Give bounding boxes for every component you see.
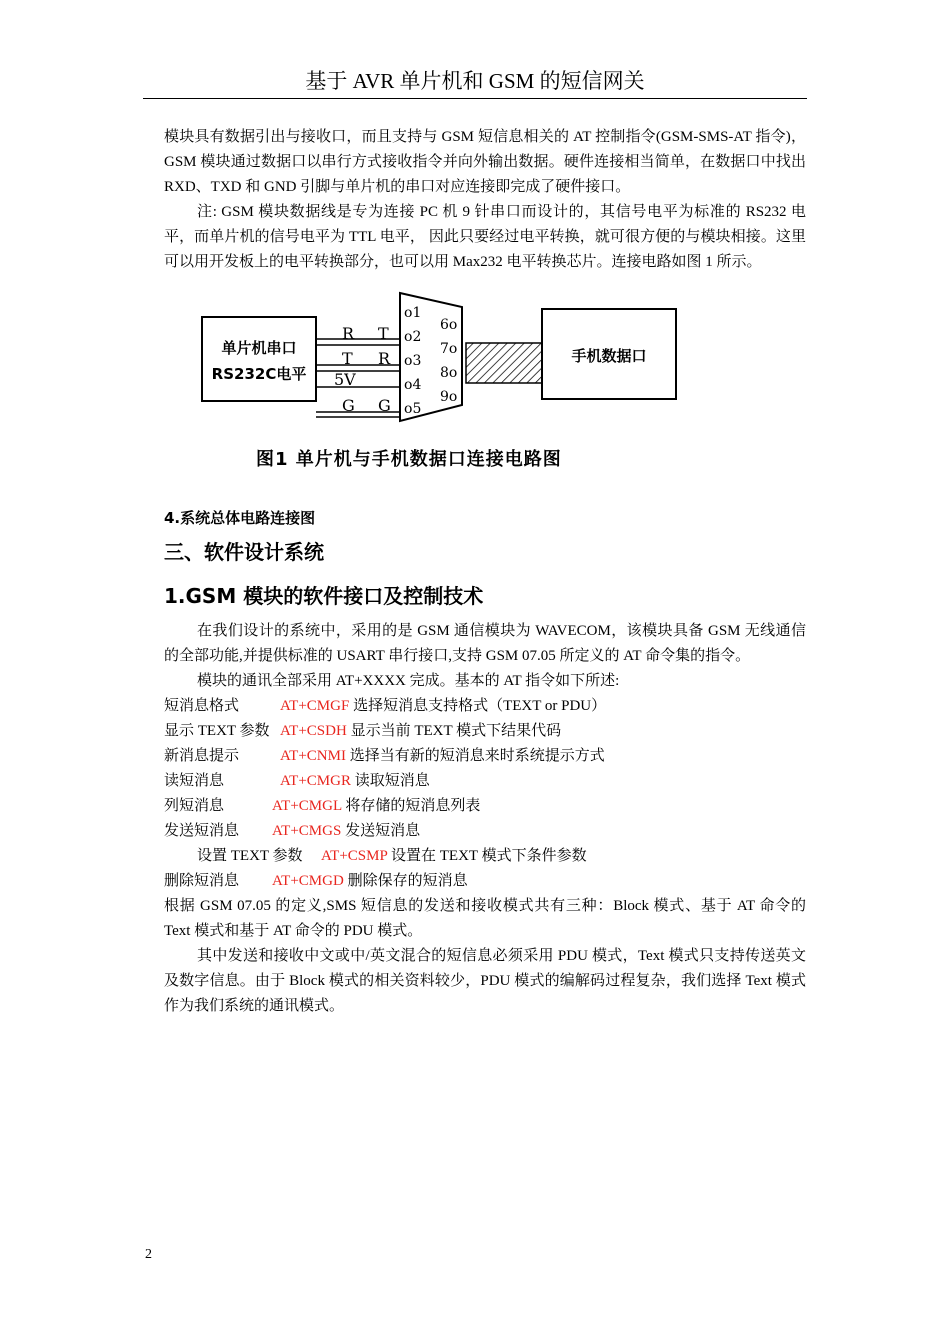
paragraph-3: 在我们设计的系统中，采用的是 GSM 通信模块为 WAVECOM，该模块具备 GSM 无线通信的全部功能,并提供标准的 USART 串行接口,支持 GSM 07.05 所定义的 AT 命令集的指令。 xyxy=(164,623,806,664)
paragraph-2: 注: GSM 模块数据线是专为连接 PC 机 9 针串口而设计的，其信号电平为标准的 RS232 电平，而单片机的信号电平为 TTL 电平， 因此只要经过电平转换，就可很方便的与模块相接。这里可以用开发板上的电平转换部分，也可以用 Max232 电平转换芯片。连接电路如图 1 所示。 xyxy=(164,204,806,270)
paragraph-6: 其中发送和接收中文或中/英文混合的短信息必须采用 PDU 模式，Text 模式只支持传送英文及数字信息。由于 Block 模式的相关资料较少，PDU 模式的编解码过程复杂，我们选择 Text 模式作为我们系统的通讯模式。 xyxy=(164,948,806,1014)
wire-label-r-right: R xyxy=(378,349,391,368)
phone-label: 手机数据口 xyxy=(571,347,647,365)
paragraph-5: 根据 GSM 07.05 的定义,SMS 短信息的发送和接收模式共有三种：Block 模式、基于 AT 命令的 Text 模式和基于 AT 命令的 PDU 模式。 xyxy=(164,898,806,939)
pin-9: 9o xyxy=(440,389,458,405)
pin-2: o2 xyxy=(404,329,422,345)
pin-3: o3 xyxy=(404,353,422,369)
command-row: 列短消息 AT+CMGL 将存储的短消息列表 xyxy=(164,798,481,814)
wire-label-g-left: G xyxy=(342,396,355,415)
at-command-list xyxy=(164,694,806,894)
wire-label-r-left: R xyxy=(342,324,355,343)
figure-1 xyxy=(164,287,806,497)
command-row: 短消息格式 AT+CMGF 选择短消息支持格式（TEXT or PDU） xyxy=(164,698,607,714)
wire-label-g-right: G xyxy=(378,396,391,415)
figure-caption: 图1 单片机与手机数据口连接电路图 xyxy=(256,449,562,470)
pin-6: 6o xyxy=(440,317,458,333)
command-row: 发送短消息 AT+CMGS 发送短消息 xyxy=(164,823,421,839)
wire-label-t-left: T xyxy=(342,349,353,368)
wire-label-5v: 5V xyxy=(334,370,356,389)
circuit-diagram xyxy=(164,287,806,447)
heading-software: 三、软件设计系统 xyxy=(164,540,324,564)
heading-gsm-interface: 1.GSM 模块的软件接口及控制技术 xyxy=(164,584,484,608)
pin-1: o1 xyxy=(404,305,422,321)
command-row: 设置 TEXT 参数 AT+CSMP 设置在 TEXT 模式下条件参数 xyxy=(197,848,587,864)
pin-7: 7o xyxy=(440,341,458,357)
data-cable xyxy=(466,343,542,383)
command-row: 读短消息 AT+CMGR 读取短消息 xyxy=(164,773,430,789)
pin-5: o5 xyxy=(404,401,422,417)
command-row: 删除短消息 AT+CMGD 删除保存的短消息 xyxy=(164,873,468,889)
page-header xyxy=(143,64,807,99)
mcu-label-2: RS232C电平 xyxy=(211,365,307,383)
command-row: 显示 TEXT 参数 AT+CSDH 显示当前 TEXT 模式下结果代码 xyxy=(164,723,562,739)
mcu-box xyxy=(202,317,316,401)
page-number: 2 xyxy=(145,1247,152,1262)
paragraph-1: 模块具有数据引出与接收口，而且支持与 GSM 短信息相关的 AT 控制指令(GSM-SMS-AT 指令)，GSM 模块通过数据口以串行方式接收指令并向外输出数据。硬件连接相当简单，在数据口中找出 RXD、TXD 和 GND 引脚与单片机的串口对应连接即完成了硬件接口。 xyxy=(164,129,806,195)
mcu-label-1: 单片机串口 xyxy=(221,339,297,357)
wire-label-t-right: T xyxy=(378,324,389,343)
pin-8: 8o xyxy=(440,365,458,381)
command-row: 新消息提示 AT+CNMI 选择当有新的短消息来时系统提示方式 xyxy=(164,748,605,764)
paragraph-4: 模块的通讯全部采用 AT+XXXX 完成。基本的 AT 指令如下所述: xyxy=(197,673,620,689)
heading-circuit: 4.系统总体电路连接图 xyxy=(164,509,316,527)
document-body xyxy=(164,125,806,1019)
pin-4: o4 xyxy=(404,377,422,393)
header-title: 基于 AVR 单片机和 GSM 的短信网关 xyxy=(305,69,645,93)
